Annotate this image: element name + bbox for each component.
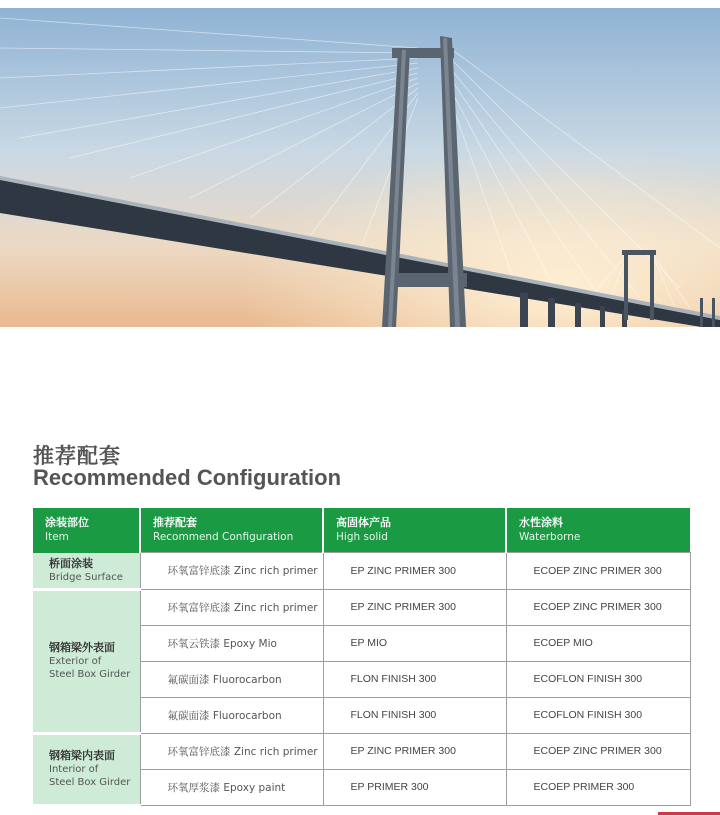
waterborne-cell: ECOEP ZINC PRIMER 300 [506, 589, 690, 625]
item-label-cn: 钢箱梁内表面 [49, 749, 115, 762]
header-label-en: Item [45, 531, 69, 544]
header-label-en: High solid [336, 531, 388, 543]
header-recommend-configuration [140, 508, 323, 553]
high-solid-cell: EP PRIMER 300 [323, 769, 506, 805]
high-solid-cell: FLON FINISH 300 [323, 661, 506, 697]
table-row [33, 553, 690, 590]
section-title-cn: 推荐配套 [33, 444, 121, 468]
item-label-en: Steel Box Girder [49, 669, 131, 680]
high-solid-cell: EP MIO [323, 625, 506, 661]
waterborne-cell: ECOEP PRIMER 300 [506, 769, 690, 805]
config-cell: 环氧富锌底漆 Zinc rich primer [140, 733, 323, 769]
header-high-solid [323, 508, 506, 553]
header-item [33, 508, 140, 553]
item-label-cn: 桥面涂装 [49, 556, 93, 570]
table-row [33, 733, 690, 769]
item-label-en: Exterior of [49, 656, 102, 667]
header-label-cn: 水性涂料 [519, 516, 563, 529]
item-label-cn: 钢箱梁外表面 [49, 641, 115, 654]
header-label-cn: 高固体产品 [336, 516, 391, 529]
config-cell: 氟碳面漆 Fluorocarbon [140, 661, 323, 697]
recommended-configuration-table [33, 508, 691, 807]
header-label-en: Recommend Configuration [153, 531, 294, 543]
item-label-en: Bridge Surface [49, 571, 123, 583]
waterborne-cell: ECOFLON FINISH 300 [506, 697, 690, 733]
config-cell: 环氧富锌底漆 Zinc rich primer [140, 553, 323, 590]
item-label-en: Steel Box Girder [49, 777, 131, 788]
item-cell-bridge-surface [33, 553, 140, 590]
item-cell-exterior-steel-box-girder [33, 589, 140, 733]
table-row [33, 589, 690, 625]
config-cell: 环氧云铁漆 Epoxy Mio [140, 625, 323, 661]
high-solid-cell: EP ZINC PRIMER 300 [323, 553, 506, 590]
high-solid-cell: EP ZINC PRIMER 300 [323, 733, 506, 769]
config-cell: 环氧厚浆漆 Epoxy paint [140, 769, 323, 805]
cable-stayed-bridge-icon [0, 8, 720, 327]
header-label-cn: 涂装部位 [45, 516, 89, 530]
item-label-en: Interior of [49, 764, 99, 775]
waterborne-cell: ECOFLON FINISH 300 [506, 661, 690, 697]
waterborne-cell: ECOEP ZINC PRIMER 300 [506, 553, 690, 590]
waterborne-cell: ECOEP ZINC PRIMER 300 [506, 733, 690, 769]
item-cell-interior-steel-box-girder [33, 733, 140, 805]
hero-bridge-photo [0, 8, 720, 327]
table-header-row [33, 508, 690, 553]
high-solid-cell: EP ZINC PRIMER 300 [323, 589, 506, 625]
header-label-en: Waterborne [519, 531, 581, 543]
header-waterborne [506, 508, 690, 553]
high-solid-cell: FLON FINISH 300 [323, 697, 506, 733]
section-title-en: Recommended Configuration [33, 465, 342, 490]
waterborne-cell: ECOEP MIO [506, 625, 690, 661]
header-label-cn: 推荐配套 [153, 516, 197, 529]
config-cell: 环氧富锌底漆 Zinc rich primer [140, 589, 323, 625]
config-cell: 氟碳面漆 Fluorocarbon [140, 697, 323, 733]
